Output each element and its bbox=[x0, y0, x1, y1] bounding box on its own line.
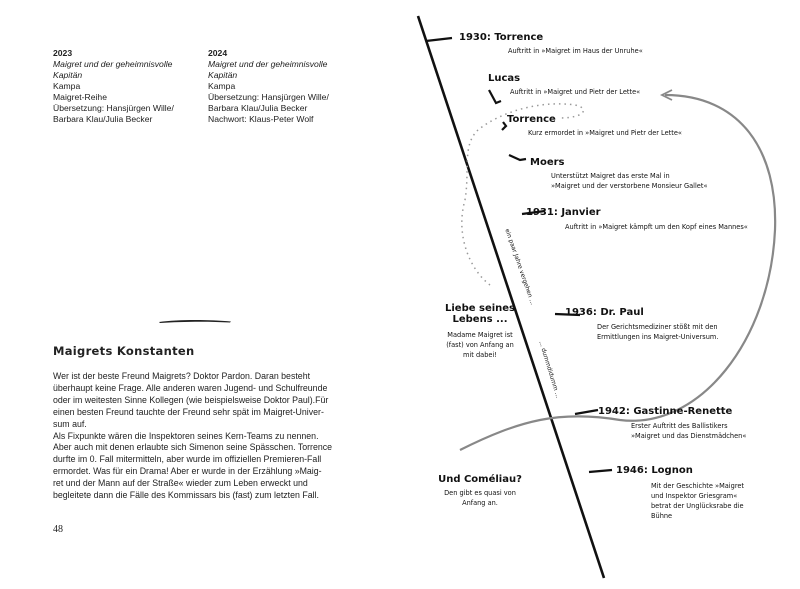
side-note-text: Madame Maigret ist (fast) von Anfang an mit dabei! bbox=[446, 331, 514, 359]
edition-translation-line2: Barbara Klau/Julia Becker bbox=[53, 114, 153, 124]
body-line: Als Fixpunkte wären die Inspektoren seines Kern-Teams zu nennen. bbox=[53, 430, 319, 441]
side-note-text: Den gibt es quasi von Anfang an. bbox=[444, 489, 516, 507]
timeline-entry-description: Auftritt in »Maigret im Haus der Unruhe« bbox=[508, 47, 643, 55]
timeline-entry-heading: 1930: Torrence bbox=[459, 32, 544, 43]
timeline-entry-description: Der Gerichtsmediziner stößt mit den Ermittlungen ins Maigret-Universum. bbox=[597, 323, 719, 341]
edition-title-line2: Kapitän bbox=[208, 70, 238, 80]
body-line: begleitete dann die Fälle des Kommissars bis (fast) zum letzten Fall. bbox=[53, 490, 319, 501]
edition-translation-line1: Übersetzung: Hansjürgen Wille/ bbox=[208, 92, 329, 102]
timeline-entry-description: Unterstützt Maigret das erste Mal in »Maigret und der verstorbene Monsieur Gallet« bbox=[551, 172, 708, 190]
loop-arrow bbox=[460, 95, 775, 450]
edition-title-line1: Maigret und der geheimnisvolle bbox=[208, 59, 328, 69]
timeline-entry-heading: 1936: Dr. Paul bbox=[565, 307, 644, 318]
timeline-entry-heading: 1931: Janvier bbox=[526, 207, 601, 218]
timeline-entry-heading: 1942: Gastinne-Renette bbox=[598, 406, 733, 417]
timeline-entry-description: Erster Auftritt des Ballistikers »Maigret und das Dienstmädchen« bbox=[631, 422, 747, 440]
edition-publisher: Kampa bbox=[208, 81, 236, 91]
body-line: einen besten Freund tauchte der Freund sehr spät im Maigret-Univer- bbox=[53, 406, 324, 417]
timeline-entry-heading: 1946: Lognon bbox=[616, 465, 693, 476]
edition-series: Maigret-Reihe bbox=[53, 92, 107, 102]
body-line: Aber auch mit denen erlaubte sich Simenon seine Späs​schen. Torrence bbox=[53, 442, 333, 453]
timeline-entry-description: Mit der Geschichte »Maigret und Inspektor Griesgram« betrat der Unglücksrabe die Bühne bbox=[651, 482, 745, 520]
axis-note: ein paar Jahre vergehen ... bbox=[503, 228, 536, 306]
edition-publisher: Kampa bbox=[53, 81, 81, 91]
timeline-entry-description: Kurz ermordet in »Maigret und Pietr der Lette« bbox=[528, 129, 682, 137]
edition-title-line2: Kapitän bbox=[53, 70, 83, 80]
body-line: oder im weitesten Sinne Kollegen (wie beispielsweise Doktor Paul).Für bbox=[53, 394, 329, 405]
edition-title-line1: Maigret und der geheimnisvolle bbox=[53, 59, 173, 69]
body-line: ermordet. Was für ein Drama! Aber er wurde in der Erzählung »Maig- bbox=[53, 466, 322, 477]
timeline-entry-heading: Lucas bbox=[488, 73, 521, 84]
section-heading: Maigrets Konstanten bbox=[53, 344, 195, 358]
page-number: 48 bbox=[53, 524, 63, 535]
side-note-heading: Und Coméliau? bbox=[438, 474, 522, 485]
edition-translation-line1: Übersetzung: Hansjürgen Wille/ bbox=[53, 103, 174, 113]
body-line: überhaupt keine Frage. Alle anderen waren Jugend- und Schulfreunde bbox=[53, 382, 328, 393]
edition-afterword: Nachwort: Klaus-Peter Wolf bbox=[208, 114, 314, 124]
edition-year: 2024 bbox=[208, 48, 228, 58]
edition-year: 2023 bbox=[53, 48, 73, 58]
body-line: sum auf. bbox=[53, 418, 87, 429]
axis-note: ... dummdidumm ... bbox=[537, 340, 562, 399]
timeline-entry-heading: Torrence bbox=[507, 114, 556, 125]
timeline-entry-description: Auftritt in »Maigret und Pietr der Lette« bbox=[510, 88, 641, 96]
body-line: durfte im 0. Fall mitermitteln, aber wurde im offiziellen Premieren-Fall bbox=[53, 454, 322, 465]
side-note-heading: Liebe seines Lebens ... bbox=[444, 303, 516, 325]
body-line: Wer ist der beste Freund Maigrets? Doktor Pardon. Daran besteht bbox=[53, 371, 311, 381]
timeline-entry-heading: Moers bbox=[530, 157, 565, 168]
body-line: ret und der Mann auf der Straße« wieder zum Leben erweckt und bbox=[53, 478, 308, 489]
edition-translation-line2: Barbara Klau/Julia Becker bbox=[208, 103, 308, 113]
timeline-entry-description: Auftritt in »Maigret kämpft um den Kopf eines Mannes« bbox=[565, 223, 748, 231]
